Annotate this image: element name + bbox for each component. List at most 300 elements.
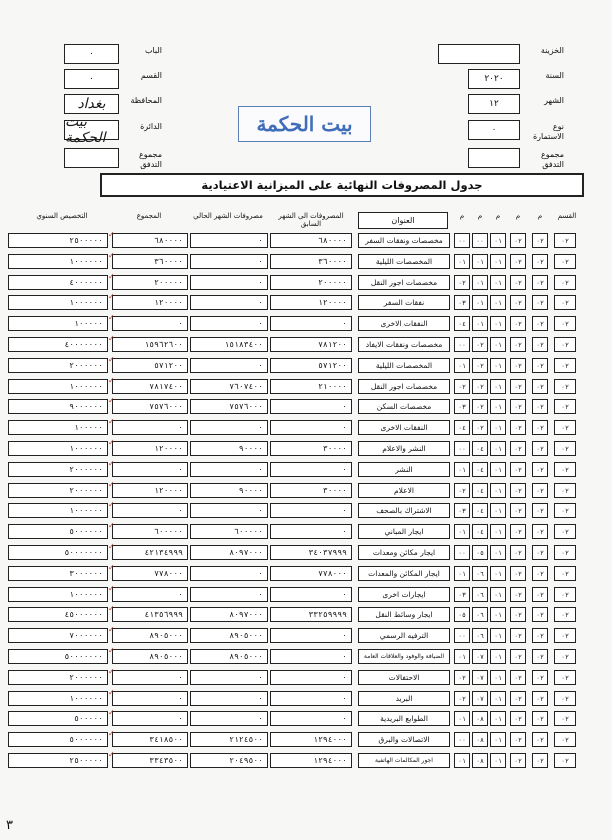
cell-code: ٠٢ [510, 732, 526, 747]
cell-prev: ٠ [270, 587, 352, 602]
check-mark: ✓ [108, 480, 115, 489]
col-prev-header: المصروفات الى الشهر السابق [278, 212, 344, 228]
cell-code: ٠٧ [472, 670, 488, 685]
cell-code: ٠١ [454, 753, 470, 768]
cell-title: ايجار مكائن ومعدات [358, 545, 450, 560]
cell-prev: ٢١٠٠٠٠ [270, 379, 352, 394]
cell-code: ٠١ [472, 295, 488, 310]
cell-title: النفقات الاخرى [358, 420, 450, 435]
cell-code: ٠١ [454, 566, 470, 581]
cell-month: ٠ [190, 233, 268, 248]
organization-logo: بيت الحكمة [238, 106, 371, 142]
cell-annual: ٢٥٠٠٠٠٠ [8, 753, 108, 768]
cell-code: ٠١ [490, 233, 506, 248]
col-title-header: العنوان [358, 212, 448, 229]
cell-total: ١٢٠٠٠٠ [112, 441, 188, 456]
cell-month: ٠ [190, 587, 268, 602]
cell-code: ٠٣ [454, 503, 470, 518]
cell-title: الاتصالات والبرق [358, 732, 450, 747]
check-mark: ✓ [108, 313, 115, 322]
cell-prev: ١٢٩٤٠٠٠ [270, 732, 352, 747]
cell-code: ٠٢ [510, 316, 526, 331]
cell-total: ٠ [112, 316, 188, 331]
cell-total: ٣٤١٨٥٠٠ [112, 732, 188, 747]
col-code-header: م [515, 212, 521, 220]
cell-code: ٠٢ [554, 441, 576, 456]
cell-code: ٠٢ [554, 503, 576, 518]
cell-code: ٠٢ [554, 587, 576, 602]
cell-code: ٠٠ [454, 233, 470, 248]
cell-total: ٠ [112, 711, 188, 726]
cell-code: ٠١ [454, 358, 470, 373]
cell-code: ٠٢ [532, 524, 548, 539]
cell-month: ٨٠٩٧٠٠٠ [190, 545, 268, 560]
cell-code: ٠٨ [472, 732, 488, 747]
cell-title: المخصصات الليلية [358, 254, 450, 269]
cell-annual: ٢٠٠٠٠٠٠ [8, 358, 108, 373]
header-left-label: مجموع التدفق [139, 150, 162, 169]
cell-annual: ٢٠٠٠٠٠٠ [8, 670, 108, 685]
cell-code: ٠٦ [472, 628, 488, 643]
cell-month: ٨٩٠٥٠٠٠ [190, 628, 268, 643]
cell-code: ٠٢ [532, 316, 548, 331]
cell-code: ٠١ [490, 649, 506, 664]
header-left-label: المحافظة [130, 96, 162, 105]
cell-title: ايجار وسائط النقل [358, 607, 450, 622]
header-right-value [438, 44, 520, 64]
check-mark: ✓ [108, 355, 115, 364]
check-mark: ✓ [108, 438, 115, 447]
header-right-value: ٠ [468, 120, 520, 140]
cell-code: ٠١ [490, 628, 506, 643]
cell-code: ٠٢ [554, 379, 576, 394]
cell-title: ايجار المباني [358, 524, 450, 539]
cell-code: ٠٢ [510, 711, 526, 726]
cell-code: ٠٦ [472, 587, 488, 602]
cell-code: ٠٢ [554, 732, 576, 747]
cell-code: ٠٢ [510, 462, 526, 477]
header-right-label: نوع الاستمارة [532, 122, 564, 141]
cell-prev: ٠ [270, 524, 352, 539]
cell-total: ٧٥٧٦٠٠٠ [112, 399, 188, 414]
cell-annual: ١٠٠٠٠٠٠ [8, 691, 108, 706]
cell-prev: ٠ [270, 670, 352, 685]
cell-total: ٥٧١٢٠٠ [112, 358, 188, 373]
cell-code: ٠٢ [472, 420, 488, 435]
cell-annual: ٧٠٠٠٠٠٠ [8, 628, 108, 643]
cell-code: ٠١ [490, 399, 506, 414]
cell-code: ٠٢ [532, 670, 548, 685]
cell-code: ٠٢ [510, 483, 526, 498]
check-mark: ✓ [108, 521, 115, 530]
check-mark: ✓ [108, 708, 115, 717]
cell-code: ٠٤ [472, 462, 488, 477]
cell-code: ٠٢ [510, 337, 526, 352]
col-code-header: م [537, 212, 543, 220]
cell-code: ٠٢ [532, 379, 548, 394]
cell-annual: ٢٠٠٠٠٠٠ [8, 462, 108, 477]
cell-annual: ٥٠٠٠٠٠٠ [8, 732, 108, 747]
cell-month: ٠ [190, 316, 268, 331]
cell-code: ٠١ [472, 275, 488, 290]
check-mark: ✓ [108, 750, 115, 759]
cell-code: ٠٢ [532, 628, 548, 643]
cell-title: ايجار المكائن والمعدات [358, 566, 450, 581]
cell-prev: ٠ [270, 628, 352, 643]
cell-code: ٠١ [454, 462, 470, 477]
cell-code: ٠٢ [454, 275, 470, 290]
cell-code: ٠٢ [532, 399, 548, 414]
cell-annual: ٢٥٠٠٠٠٠ [8, 233, 108, 248]
cell-code: ٠١ [490, 566, 506, 581]
header-left-value [64, 148, 119, 168]
cell-prev: ٠ [270, 399, 352, 414]
cell-code: ٠٢ [510, 607, 526, 622]
cell-code: ٠٢ [554, 670, 576, 685]
cell-code: ٠١ [454, 649, 470, 664]
cell-annual: ١٠٠٠٠٠ [8, 420, 108, 435]
cell-prev: ٠ [270, 649, 352, 664]
cell-title: مخصصات اجور النقل [358, 379, 450, 394]
cell-month: ٩٠٠٠٠ [190, 441, 268, 456]
header-right-label: الخزينة [540, 46, 564, 55]
col-code-header: م [459, 212, 465, 220]
cell-month: ٠ [190, 566, 268, 581]
cell-annual: ١٠٠٠٠٠ [8, 316, 108, 331]
cell-code: ٠٢ [532, 732, 548, 747]
cell-month: ٠ [190, 462, 268, 477]
cell-code: ٠٢ [472, 379, 488, 394]
check-mark: ✓ [108, 500, 115, 509]
cell-title: مخصصات اجور النقل [358, 275, 450, 290]
check-mark: ✓ [108, 272, 115, 281]
cell-code: ٠١ [490, 670, 506, 685]
cell-code: ٠٤ [454, 420, 470, 435]
cell-code: ٠٢ [454, 691, 470, 706]
cell-code: ٠٨ [472, 711, 488, 726]
cell-prev: ٠ [270, 462, 352, 477]
cell-code: ٠٢ [554, 337, 576, 352]
cell-code: ٠١ [490, 337, 506, 352]
cell-code: ٠٦ [472, 566, 488, 581]
header-left-value: ٠ [64, 69, 119, 89]
cell-month: ٠ [190, 711, 268, 726]
cell-prev: ٧٨١٢٠٠ [270, 337, 352, 352]
cell-total: ٠ [112, 691, 188, 706]
cell-annual: ١٠٠٠٠٠٠ [8, 441, 108, 456]
col-code-header: م [495, 212, 501, 220]
cell-title: مخصصات السكن [358, 399, 450, 414]
col-code-header: م [477, 212, 483, 220]
cell-code: ٠٢ [510, 358, 526, 373]
col-total-header: المجموع [136, 212, 162, 220]
cell-code: ٠٨ [472, 753, 488, 768]
cell-month: ٨٠٩٧٠٠٠ [190, 607, 268, 622]
col-month-header: مصروفات الشهر الحالي [193, 212, 263, 220]
cell-code: ٠٢ [532, 441, 548, 456]
cell-code: ٠٢ [510, 566, 526, 581]
check-mark: ✓ [108, 604, 115, 613]
header-left-value: بيت الحكمة [64, 120, 119, 140]
header-right-label: الشهر [544, 96, 564, 105]
cell-title: النشر [358, 462, 450, 477]
cell-code: ٠١ [490, 753, 506, 768]
cell-prev: ٣٠٠٠٠ [270, 441, 352, 456]
cell-annual: ١٠٠٠٠٠٠ [8, 503, 108, 518]
cell-code: ٠٢ [532, 503, 548, 518]
cell-code: ٠٢ [554, 420, 576, 435]
cell-code: ٠٣ [454, 399, 470, 414]
cell-code: ٠٠ [454, 337, 470, 352]
cell-code: ٠١ [490, 483, 506, 498]
header-right-value [468, 148, 520, 168]
cell-total: ٨٩٠٥٠٠٠ [112, 628, 188, 643]
cell-code: ٠٢ [532, 691, 548, 706]
cell-annual: ٣٠٠٠٠٠٠ [8, 566, 108, 581]
cell-code: ٠١ [472, 254, 488, 269]
cell-code: ٠١ [490, 316, 506, 331]
cell-total: ٨٩٠٥٠٠٠ [112, 649, 188, 664]
cell-month: ٦٠٠٠٠٠ [190, 524, 268, 539]
cell-month: ٠ [190, 254, 268, 269]
cell-code: ٠٢ [532, 295, 548, 310]
cell-code: ٠٢ [532, 254, 548, 269]
cell-total: ٠ [112, 587, 188, 602]
header-right-label: مجموع التدفق [541, 150, 564, 169]
cell-title: الاشتراك بالصحف [358, 503, 450, 518]
cell-annual: ١٠٠٠٠٠٠ [8, 295, 108, 310]
cell-code: ٠١ [490, 420, 506, 435]
cell-code: ٠٢ [554, 462, 576, 477]
cell-total: ٤٢١٣٤٩٩٩ [112, 545, 188, 560]
cell-title: الترفيه الرسمي [358, 628, 450, 643]
cell-total: ٧٨١٧٤٠٠ [112, 379, 188, 394]
check-mark: ✓ [108, 563, 115, 572]
cell-annual: ٥٠٠٠٠٠٠ [8, 524, 108, 539]
cell-code: ٠٢ [454, 670, 470, 685]
cell-month: ٠ [190, 420, 268, 435]
cell-code: ٠٢ [510, 587, 526, 602]
cell-code: ٠٢ [532, 233, 548, 248]
cell-code: ٠٣ [454, 295, 470, 310]
cell-code: ٠١ [490, 462, 506, 477]
cell-code: ٠٢ [554, 607, 576, 622]
cell-month: ٠ [190, 691, 268, 706]
cell-code: ٠٢ [532, 420, 548, 435]
cell-title: النشر والاعلام [358, 441, 450, 456]
cell-annual: ٤٠٠٠٠٠٠٠ [8, 337, 108, 352]
check-mark: ✓ [108, 292, 115, 301]
cell-prev: ٣٦٠٠٠٠ [270, 254, 352, 269]
cell-prev: ٣٣٢٥٩٩٩٩ [270, 607, 352, 622]
cell-code: ٠٣ [454, 587, 470, 602]
cell-title: اجور المكالمات الهاتفية [358, 753, 450, 768]
cell-code: ٠٢ [554, 399, 576, 414]
check-mark: ✓ [108, 459, 115, 468]
cell-month: ١٥١٨٣٤٠٠ [190, 337, 268, 352]
cell-code: ٠٦ [472, 607, 488, 622]
cell-code: ٠٢ [554, 483, 576, 498]
cell-title: الضيافة والوفود والعلاقات العامة [358, 649, 450, 664]
cell-code: ٠٢ [554, 316, 576, 331]
header-right-value: ٢٠٢٠ [468, 69, 520, 89]
cell-month: ٢١٢٤٥٠٠ [190, 732, 268, 747]
cell-code: ٠٤ [472, 441, 488, 456]
table-title: جدول المصروفات النهائية على الميزانية الاعتيادية [100, 173, 584, 197]
check-mark: ✓ [108, 417, 115, 426]
cell-code: ٠٢ [554, 233, 576, 248]
cell-code: ٠٢ [532, 545, 548, 560]
cell-code: ٠٢ [454, 483, 470, 498]
cell-code: ٠٤ [472, 503, 488, 518]
cell-prev: ١٢٠٠٠٠ [270, 295, 352, 310]
cell-code: ٠١ [490, 441, 506, 456]
cell-annual: ٥٠٠٠٠٠٠٠ [8, 545, 108, 560]
cell-month: ٩٠٠٠٠ [190, 483, 268, 498]
cell-code: ٠١ [490, 691, 506, 706]
cell-prev: ١٢٩٤٠٠٠ [270, 753, 352, 768]
cell-code: ٠٤ [472, 524, 488, 539]
cell-code: ٠٢ [510, 545, 526, 560]
cell-code: ٠٥ [454, 607, 470, 622]
cell-annual: ٥٠٠٠٠٠ [8, 711, 108, 726]
cell-month: ٧٥٧٦٠٠٠ [190, 399, 268, 414]
check-mark: ✓ [108, 688, 115, 697]
check-mark: ✓ [108, 230, 115, 239]
cell-code: ٠٢ [510, 524, 526, 539]
cell-annual: ٤٥٠٠٠٠٠٠ [8, 607, 108, 622]
cell-code: ٠٢ [532, 337, 548, 352]
cell-title: الاحتفالات [358, 670, 450, 685]
cell-total: ٠ [112, 503, 188, 518]
cell-code: ٠٢ [454, 379, 470, 394]
cell-code: ٠٠ [454, 441, 470, 456]
check-mark: ✓ [108, 584, 115, 593]
col-code-header: القسم [557, 212, 577, 220]
cell-code: ٠١ [472, 316, 488, 331]
cell-code: ٠٢ [554, 711, 576, 726]
cell-total: ١٢٠٠٠٠ [112, 483, 188, 498]
cell-code: ٠٢ [510, 670, 526, 685]
cell-code: ٠١ [490, 607, 506, 622]
cell-title: ايجارات اخرى [358, 587, 450, 602]
cell-code: ٠٢ [554, 545, 576, 560]
cell-title: مخصصات ونفقات السفر [358, 233, 450, 248]
cell-month: ٨٩٠٥٠٠٠ [190, 649, 268, 664]
cell-title: الطوابع البريدية [358, 711, 450, 726]
cell-month: ٠ [190, 358, 268, 373]
cell-code: ٠٠ [454, 628, 470, 643]
cell-prev: ٠ [270, 316, 352, 331]
header-left-value: بغداد [64, 94, 119, 114]
cell-total: ٤١٣٥٦٩٩٩ [112, 607, 188, 622]
cell-code: ٠٢ [532, 275, 548, 290]
cell-code: ٠١ [454, 711, 470, 726]
check-mark: ✓ [108, 729, 115, 738]
cell-code: ٠٤ [472, 483, 488, 498]
header-left-label: الباب [144, 46, 162, 55]
cell-prev: ٦٨٠٠٠٠ [270, 233, 352, 248]
cell-code: ٠١ [490, 524, 506, 539]
header-right-value: ١٢ [468, 94, 520, 114]
cell-month: ٠ [190, 670, 268, 685]
cell-code: ٠٢ [532, 566, 548, 581]
cell-annual: ١٠٠٠٠٠٠ [8, 254, 108, 269]
cell-code: ٠١ [490, 711, 506, 726]
cell-code: ٠١ [490, 379, 506, 394]
cell-code: ٠٢ [510, 441, 526, 456]
cell-prev: ٠ [270, 503, 352, 518]
cell-annual: ٤٠٠٠٠٠٠ [8, 275, 108, 290]
cell-code: ٠٢ [554, 254, 576, 269]
cell-code: ٠٢ [532, 483, 548, 498]
cell-annual: ٩٠٠٠٠٠٠ [8, 399, 108, 414]
cell-code: ٠٢ [532, 462, 548, 477]
cell-code: ٠٢ [510, 233, 526, 248]
cell-code: ٠١ [454, 524, 470, 539]
cell-annual: ١٠٠٠٠٠٠ [8, 587, 108, 602]
cell-total: ٣٣٤٣٥٠٠ [112, 753, 188, 768]
cell-code: ٠٢ [510, 691, 526, 706]
cell-code: ٠٢ [472, 399, 488, 414]
cell-prev: ٣٤٠٣٧٩٩٩ [270, 545, 352, 560]
cell-prev: ٠ [270, 711, 352, 726]
cell-code: ٠٢ [510, 295, 526, 310]
cell-month: ٠ [190, 503, 268, 518]
cell-total: ٦٨٠٠٠٠ [112, 233, 188, 248]
cell-code: ٠٢ [510, 275, 526, 290]
cell-code: ٠٥ [472, 545, 488, 560]
cell-prev: ٥٧١٢٠٠ [270, 358, 352, 373]
cell-code: ٠٠ [472, 233, 488, 248]
check-mark: ✓ [108, 542, 115, 551]
cell-code: ٠٠ [454, 732, 470, 747]
cell-code: ٠٢ [510, 753, 526, 768]
cell-code: ٠٢ [554, 358, 576, 373]
check-mark: ✓ [108, 625, 115, 634]
cell-code: ٠٢ [532, 753, 548, 768]
cell-prev: ٠ [270, 420, 352, 435]
cell-code: ٠٢ [510, 254, 526, 269]
cell-annual: ٢٠٠٠٠٠٠ [8, 483, 108, 498]
check-mark: ✓ [108, 396, 115, 405]
cell-prev: ٧٧٨٠٠٠ [270, 566, 352, 581]
cell-code: ٠١ [490, 358, 506, 373]
header-left-label: القسم [140, 71, 162, 80]
cell-code: ٠١ [490, 275, 506, 290]
cell-month: ٢٠٤٩٥٠٠ [190, 753, 268, 768]
cell-code: ٠٢ [510, 399, 526, 414]
cell-code: ٠٢ [532, 711, 548, 726]
cell-code: ٠٢ [554, 649, 576, 664]
cell-code: ٠٢ [532, 607, 548, 622]
cell-code: ٠٢ [554, 275, 576, 290]
cell-total: ١٢٠٠٠٠ [112, 295, 188, 310]
cell-code: ٠٢ [510, 628, 526, 643]
cell-month: ٧٦٠٧٤٠٠ [190, 379, 268, 394]
cell-title: البريد [358, 691, 450, 706]
cell-prev: ٢٠٠٠٠٠ [270, 275, 352, 290]
cell-title: نفقات السفر [358, 295, 450, 310]
cell-code: ٠٢ [554, 524, 576, 539]
cell-total: ٠ [112, 462, 188, 477]
cell-month: ٠ [190, 295, 268, 310]
cell-code: ٠٢ [510, 379, 526, 394]
header-right-label: السنة [545, 71, 564, 80]
cell-code: ٠١ [490, 587, 506, 602]
cell-code: ٠٢ [510, 420, 526, 435]
cell-annual: ٥٠٠٠٠٠٠٠ [8, 649, 108, 664]
